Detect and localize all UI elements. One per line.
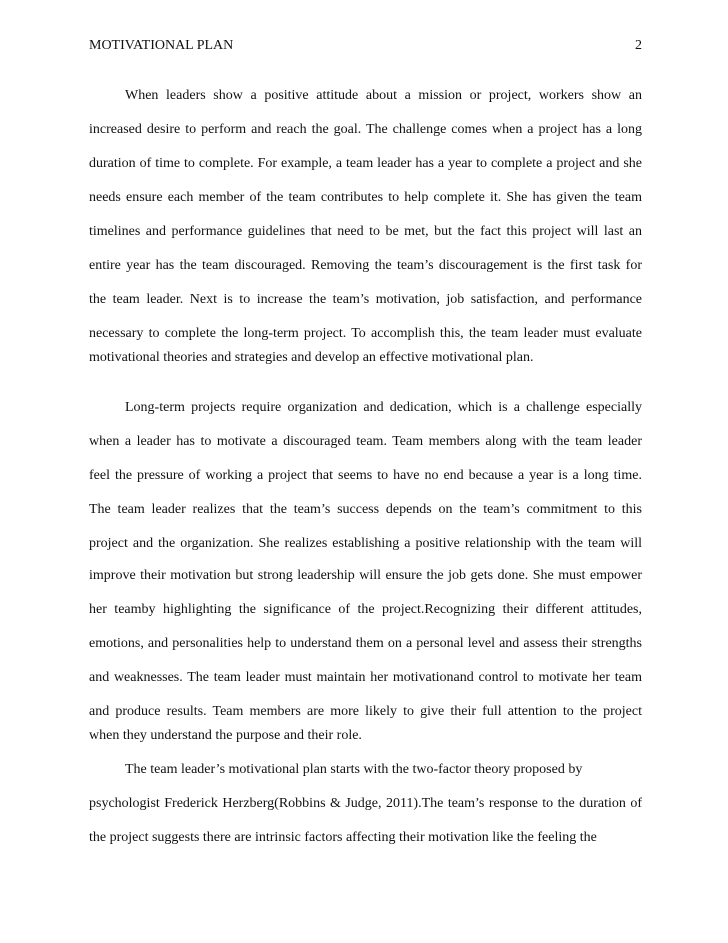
paragraph-2-line: when a leader has to motivate a discouraged team. Team members along with the team leader [89,434,642,449]
paragraph-3-line: psychologist Frederick Herzberg(Robbins & Judge, 2011).The team’s response to the duration of [89,796,642,811]
paragraph-2-line: emotions, and personalities help to understand them on a personal level and assess their strengths [89,636,642,651]
paragraph-1-line: increased desire to perform and reach the goal. The challenge comes when a project has a long [89,122,642,137]
running-head [89,36,642,56]
paragraph-1-line: entire year has the team discouraged. Removing the team’s discouragement is the first task for [89,258,642,273]
paragraph-1-line: timelines and performance guidelines that need to be met, but the fact this project will last an [89,224,642,239]
paragraph-1-line: needs ensure each member of the team contributes to help complete it. She has given the team [89,190,642,205]
paragraph-2-line: feel the pressure of working a project that seems to have no end because a year is a long time. [89,468,642,483]
running-head-title: MOTIVATIONAL PLAN [89,38,234,53]
paragraph-2-line: Long-term projects require organization and dedication, which is a challenge especially [125,400,642,415]
paragraph-3-line: The team leader’s motivational plan starts with the two-factor theory proposed by [125,762,583,777]
paragraph-2-line: project and the organization. She realizes establishing a positive relationship with the team will [89,536,642,551]
paragraph-2-line: improve their motivation but strong leadership will ensure the job gets done. She must empower [89,568,642,583]
page-number: 2 [635,38,642,53]
paragraph-2-line: her teamby highlighting the significance of the project.Recognizing their different attitudes, [89,602,642,617]
paragraph-1-line: necessary to complete the long-term project. To accomplish this, the team leader must evaluate [89,326,642,341]
paragraph-1-line: When leaders show a positive attitude about a mission or project, workers show an [125,88,642,103]
paragraph-1-line: duration of time to complete. For example, a team leader has a year to complete a project and she [89,156,642,171]
paragraph-1-line: the team leader. Next is to increase the team’s motivation, job satisfaction, and performance [89,292,642,307]
paragraph-1-line: motivational theories and strategies and develop an effective motivational plan. [89,350,534,365]
paragraph-2-line: when they understand the purpose and their role. [89,728,362,743]
paragraph-2-line: The team leader realizes that the team’s success depends on the team’s commitment to this [89,502,642,517]
paragraph-2-line: and weaknesses. The team leader must maintain her motivationand control to motivate her team [89,670,642,685]
paragraph-2-line: and produce results. Team members are more likely to give their full attention to the project [89,704,642,719]
paragraph-3-line: the project suggests there are intrinsic factors affecting their motivation like the feeling the [89,830,597,845]
